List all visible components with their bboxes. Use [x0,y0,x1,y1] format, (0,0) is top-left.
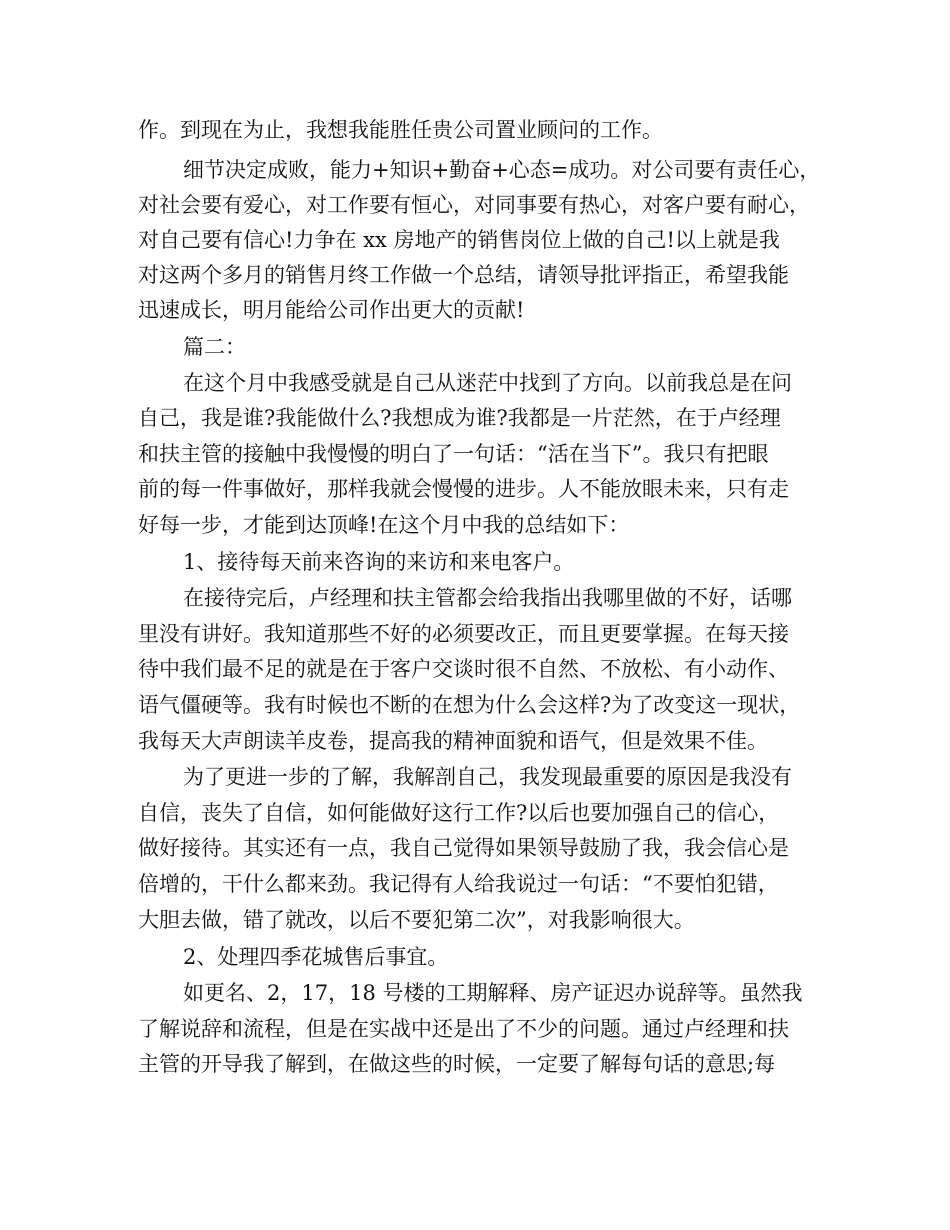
text-line: 语气僵硬等。我有时候也不断的在想为什么会这样?为了改变这一现状， [138,693,801,717]
text-line: 对自己要有信心!力争在 xx 房地产的销售岗位上做的自己!以上就是我 [138,228,780,252]
text-line: 里没有讲好。我知道那些不好的必须要改正，而且更要掌握。在每天接 [138,622,789,646]
text-line: 前的每一件事做好，那样我就会慢慢的进步。人不能放眼未来，只有走 [138,477,789,501]
paragraph-start-line: 细节决定成败，能力+知识+勤奋+心态=成功。对公司要有责任心， [183,158,821,182]
text-line: 自己，我是谁?我能做什么?我想成为谁?我都是一片茫然，在于卢经理 [138,406,781,430]
text-line: 了解说辞和流程，但是在实战中还是出了不少的问题。通过卢经理和扶 [138,1017,789,1041]
text-line: 迅速成长，明月能给公司作出更大的贡献! [138,298,525,322]
text-line: 做好接待。其实还有一点，我自己觉得如果领导鼓励了我，我会信心是 [138,836,789,860]
paragraph-start-line: 在这个月中我感受就是自己从迷茫中找到了方向。以前我总是在问 [183,371,792,395]
paragraph-start-line: 如更名、2，17，18 号楼的工期解释、房产证迟办说辞等。虽然我 [183,981,803,1005]
text-line: 我每天大声朗读羊皮卷，提高我的精神面貌和语气，但是效果不佳。 [138,729,768,753]
text-line: 待中我们最不足的就是在于客户交谈时很不自然、不放松、有小动作、 [138,657,789,681]
text-line: 对这两个多月的销售月终工作做一个总结，请领导批评指正，希望我能 [138,263,789,287]
text-line: 作。到现在为止，我想我能胜任贵公司置业顾问的工作。 [138,118,663,142]
paragraph-start-line: 在接待完后，卢经理和扶主管都会给我指出我哪里做的不好，话哪 [183,586,792,610]
paragraph-start-line: 为了更进一步的了解，我解剖自己，我发现最重要的原因是我没有 [183,765,792,789]
list-item-heading: 1、接待每天前来咨询的来访和来电客户。 [183,550,575,574]
text-line: 倍增的，干什么都来劲。我记得有人给我说过一句话：“不要怕犯错， [138,872,779,896]
text-line: 对社会要有爱心，对工作要有恒心，对同事要有热心，对客户要有耐心， [138,193,810,217]
text-line: 主管的开导我了解到，在做这些的时候，一定要了解每句话的意思;每 [138,1052,776,1076]
text-line: 好每一步，才能到达顶峰!在这个月中我的总结如下： [138,513,630,537]
text-line: 自信，丧失了自信，如何能做好这行工作?以后也要加强自己的信心， [138,801,780,825]
list-item-heading: 2、处理四季花城售后事宜。 [183,945,449,969]
text-line: 和扶主管的接触中我慢慢的明白了一句话：“活在当下”。我只有把眼 [138,442,769,466]
section-heading: 篇二： [183,335,246,359]
text-line: 大胆去做，错了就改，以后不要犯第二次”，对我影响很大。 [138,908,695,932]
